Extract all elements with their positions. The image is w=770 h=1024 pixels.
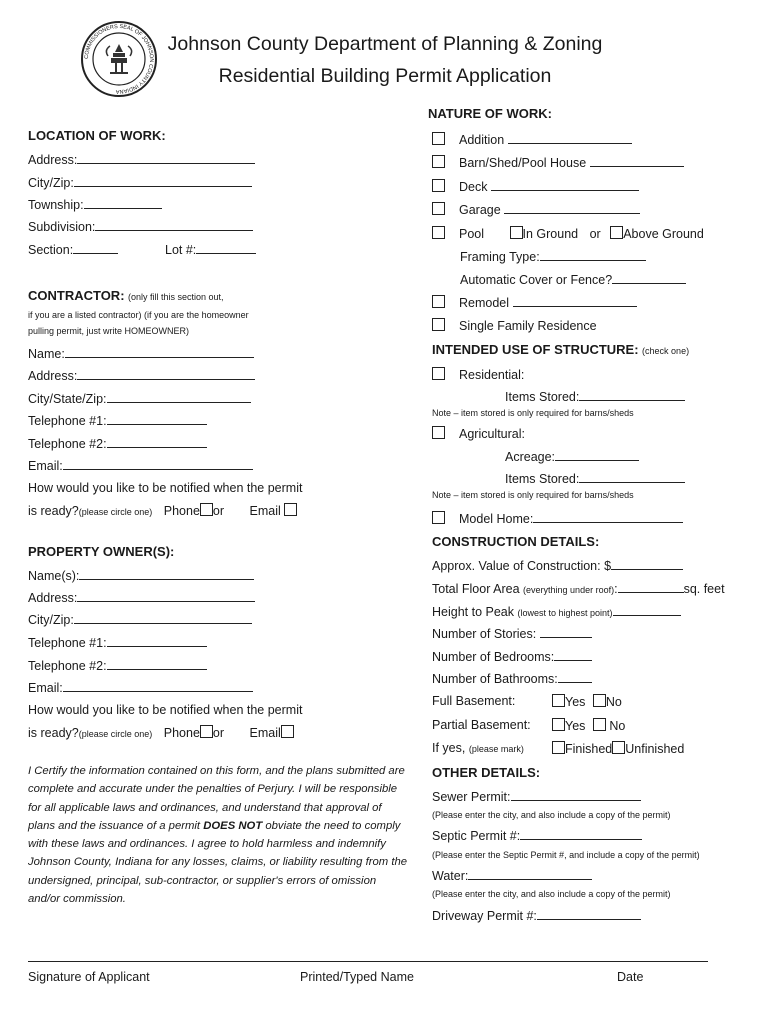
contractor-note-3: pulling permit, just write HOMEOWNER) <box>28 326 190 336</box>
addition-row <box>432 132 632 147</box>
circle-note: (please circle one) <box>78 507 153 517</box>
deck-row <box>432 179 639 194</box>
location-heading: LOCATION OF WORK: <box>28 128 166 143</box>
model-home-row[interactable] <box>432 511 683 526</box>
label: Model Home: <box>459 512 534 526</box>
if-yes-label <box>432 741 524 755</box>
section-field[interactable] <box>28 242 118 257</box>
label: City/State/Zip: <box>28 392 107 406</box>
agricultural-items-field[interactable] <box>505 471 685 486</box>
label: Township: <box>28 198 84 212</box>
phone-label: Phone <box>163 726 200 740</box>
owner-notify-options <box>28 725 294 740</box>
contractor-tel1-field[interactable] <box>28 413 207 428</box>
agricultural-row <box>432 426 525 441</box>
aboveground-checkbox[interactable] <box>610 226 623 239</box>
driveway-permit-field[interactable] <box>432 908 641 923</box>
owner-names-field[interactable] <box>28 568 254 583</box>
label: Telephone #2: <box>28 437 107 451</box>
sfr-row <box>432 318 597 333</box>
contractor-email-checkbox[interactable] <box>284 503 297 516</box>
label: Agricultural: <box>459 427 525 441</box>
label: is ready? <box>28 726 79 740</box>
cert-bold: DOES NOT <box>203 819 263 832</box>
height-field[interactable] <box>432 604 681 619</box>
full-basement-options <box>552 694 622 709</box>
label: Remodel <box>459 296 510 310</box>
contractor-heading <box>28 288 224 303</box>
construction-heading: CONSTRUCTION DETAILS: <box>432 534 600 549</box>
township-field[interactable] <box>28 197 162 212</box>
label: Addition <box>459 133 505 147</box>
stories-field[interactable] <box>432 626 592 641</box>
mark-note: (please mark) <box>468 744 524 754</box>
label: Items Stored: <box>505 390 580 404</box>
label: Number of Bedrooms: <box>432 650 555 664</box>
bedrooms-field[interactable] <box>432 649 592 664</box>
owner-email-checkbox[interactable] <box>281 725 294 738</box>
location-cityzip-field[interactable] <box>28 175 252 190</box>
agricultural-note: Note – item stored is only required for barns/sheds <box>432 490 634 500</box>
label: Barn/Shed/Pool House <box>459 156 587 170</box>
label: Height to Peak <box>432 605 514 619</box>
full-basement-no-checkbox[interactable] <box>593 694 606 707</box>
label: Section: <box>28 243 74 257</box>
label: Name(s): <box>28 569 80 583</box>
label: Email: <box>28 681 63 695</box>
pool-checkbox[interactable] <box>432 226 445 239</box>
model-home-checkbox[interactable] <box>432 511 445 524</box>
form-subtitle: Residential Building Permit Application <box>218 65 552 87</box>
barn-checkbox[interactable] <box>432 155 445 168</box>
label: Garage <box>459 203 501 217</box>
septic-note: (Please enter the Septic Permit #, and include a copy of the permit) <box>432 850 700 860</box>
sqft-unit: sq. feet <box>683 582 725 596</box>
printed-name-label: Printed/Typed Name <box>300 970 414 984</box>
cert-text-1: I Certify the information contained on this form, and the plans submitted are complete and accurate under the penalties of Perjury. I will be responsible for all applicable laws and ordinances, and understand that approval of plans and the issuance of a permit <box>28 765 405 832</box>
heading-text: INTENDED USE OF STRUCTURE: <box>432 342 639 357</box>
bathrooms-field[interactable] <box>432 671 592 686</box>
finish-options <box>552 741 684 756</box>
other-heading: OTHER DETAILS: <box>432 765 541 780</box>
full-basement-yes-checkbox[interactable] <box>552 694 565 707</box>
partial-basement-no-checkbox[interactable] <box>593 718 606 731</box>
owner-cityzip-field[interactable] <box>28 612 252 627</box>
label: If yes, <box>432 741 466 755</box>
owner-notify-question: How would you like to be notified when the permit <box>28 703 303 717</box>
partial-basement-options <box>552 718 625 733</box>
owner-tel2-field[interactable] <box>28 658 207 673</box>
septic-permit-field[interactable] <box>432 828 642 843</box>
email-label: Email <box>249 504 281 518</box>
floor-area-field[interactable] <box>432 581 725 596</box>
or-text: or <box>212 726 225 740</box>
sfr-checkbox[interactable] <box>432 318 445 331</box>
addition-checkbox[interactable] <box>432 132 445 145</box>
label: Telephone #1: <box>28 414 107 428</box>
remodel-row <box>432 295 637 310</box>
residential-row <box>432 367 524 382</box>
label: Approx. Value of Construction: $ <box>432 559 612 573</box>
owner-heading: PROPERTY OWNER(S): <box>28 544 175 559</box>
contractor-phone-checkbox[interactable] <box>200 503 213 516</box>
finished-label: Finished <box>565 742 613 756</box>
label: Septic Permit #: <box>432 829 521 843</box>
label: Telephone #2: <box>28 659 107 673</box>
contractor-citystatezip-field[interactable] <box>28 391 251 406</box>
subdivision-field[interactable] <box>28 219 253 234</box>
residential-note: Note – item stored is only required for barns/sheds <box>432 408 634 418</box>
sewer-note: (Please enter the city, and also include a copy of the permit) <box>432 810 671 820</box>
phone-label: Phone <box>163 504 200 518</box>
no-label: No <box>609 719 626 733</box>
framing-type-field[interactable] <box>460 249 646 264</box>
residential-items-field[interactable] <box>505 389 685 404</box>
label: Number of Bathrooms: <box>432 672 558 686</box>
use-heading <box>432 342 689 357</box>
unfinished-label: Unfinished <box>625 742 685 756</box>
contractor-email-field[interactable] <box>28 458 253 473</box>
barn-row <box>432 155 684 170</box>
owner-email-field[interactable] <box>28 680 253 695</box>
owner-tel1-field[interactable] <box>28 635 207 650</box>
label: Deck <box>459 180 488 194</box>
label: In Ground <box>522 227 579 241</box>
remodel-checkbox[interactable] <box>432 295 445 308</box>
check-one-note: (check one) <box>642 346 690 356</box>
cert-text-2: obviate the need to comply with these laws and ordinances. I agree to hold harmless and indemnify Johnson County, Indiana for any losses, claims, or liability resulting from the undersigned, principal, sub-contractor, or supplier's errors of omission and/or commission. <box>28 819 408 906</box>
label: Address: <box>28 591 78 605</box>
label: Subdivision: <box>28 220 96 234</box>
email-label: Email <box>249 726 281 740</box>
label: Total Floor Area <box>432 582 520 596</box>
circle-note: (please circle one) <box>78 729 153 739</box>
date-label: Date <box>617 970 644 984</box>
water-field[interactable] <box>432 868 592 883</box>
label: Address: <box>28 153 78 167</box>
label: Address: <box>28 369 78 383</box>
autocover-field[interactable] <box>460 272 686 287</box>
floor-note: (everything under roof) <box>523 585 615 595</box>
garage-checkbox[interactable] <box>432 202 445 215</box>
lot-field[interactable] <box>165 242 256 257</box>
contractor-address-field[interactable] <box>28 368 255 383</box>
label: is ready? <box>28 504 79 518</box>
label: Items Stored: <box>505 472 580 486</box>
contractor-note-2: if you are a listed contractor) (if you are the homeowner <box>28 310 249 320</box>
location-address-field[interactable] <box>28 152 255 167</box>
label: Water: <box>432 869 469 883</box>
certification-statement <box>28 762 408 908</box>
or-text: or <box>212 504 225 518</box>
label: Lot #: <box>165 243 197 257</box>
label: City/Zip: <box>28 613 74 627</box>
label: Name: <box>28 347 65 361</box>
unfinished-checkbox[interactable] <box>612 741 625 754</box>
label: Driveway Permit #: <box>432 909 537 923</box>
label: Framing Type: <box>460 250 540 264</box>
agricultural-checkbox[interactable] <box>432 426 445 439</box>
inground-checkbox[interactable] <box>510 226 523 239</box>
signature-label: Signature of Applicant <box>28 970 150 984</box>
owner-address-field[interactable] <box>28 590 255 605</box>
no-label: No <box>605 695 622 709</box>
contractor-note: (only fill this section out, <box>128 292 224 302</box>
colon: : <box>614 582 618 596</box>
owner-phone-checkbox[interactable] <box>200 725 213 738</box>
label: Pool <box>459 227 485 241</box>
label: Number of Stories: <box>432 627 537 641</box>
nature-heading: NATURE OF WORK: <box>428 106 552 121</box>
contractor-notify-question: How would you like to be notified when the permit <box>28 481 303 495</box>
form-title: Johnson County Department of Planning & Zoning <box>167 33 603 55</box>
yes-label: Yes <box>565 719 586 733</box>
finished-checkbox[interactable] <box>552 741 565 754</box>
yes-label: Yes <box>565 695 586 709</box>
label: Email: <box>28 459 63 473</box>
contractor-tel2-field[interactable] <box>28 436 207 451</box>
sewer-permit-field[interactable] <box>432 789 641 804</box>
label: Single Family Residence <box>459 319 597 333</box>
label: Telephone #1: <box>28 636 107 650</box>
heading-text: CONTRACTOR: <box>28 288 125 303</box>
deck-checkbox[interactable] <box>432 179 445 192</box>
or-text: or <box>589 227 601 241</box>
partial-basement-label: Partial Basement: <box>432 718 531 732</box>
garage-row <box>432 202 640 217</box>
pool-row <box>432 226 704 241</box>
residential-checkbox[interactable] <box>432 367 445 380</box>
partial-basement-yes-checkbox[interactable] <box>552 718 565 731</box>
seal-text: COMMISSIONERS SEAL OF JOHNSON COUNTY INDIANA <box>83 23 155 95</box>
signature-line[interactable] <box>28 961 708 962</box>
contractor-name-field[interactable] <box>28 346 254 361</box>
acreage-field[interactable] <box>505 449 639 464</box>
label: Residential: <box>459 368 525 382</box>
label: Automatic Cover or Fence? <box>460 273 613 287</box>
height-note: (lowest to highest point) <box>517 608 613 618</box>
full-basement-label: Full Basement: <box>432 694 516 708</box>
label: Sewer Permit: <box>432 790 511 804</box>
label: City/Zip: <box>28 176 74 190</box>
label: Acreage: <box>505 450 556 464</box>
contractor-notify-options <box>28 503 297 518</box>
water-note: (Please enter the city, and also include a copy of the permit) <box>432 889 671 899</box>
construction-value-field[interactable] <box>432 558 683 573</box>
label: Above Ground <box>623 227 704 241</box>
